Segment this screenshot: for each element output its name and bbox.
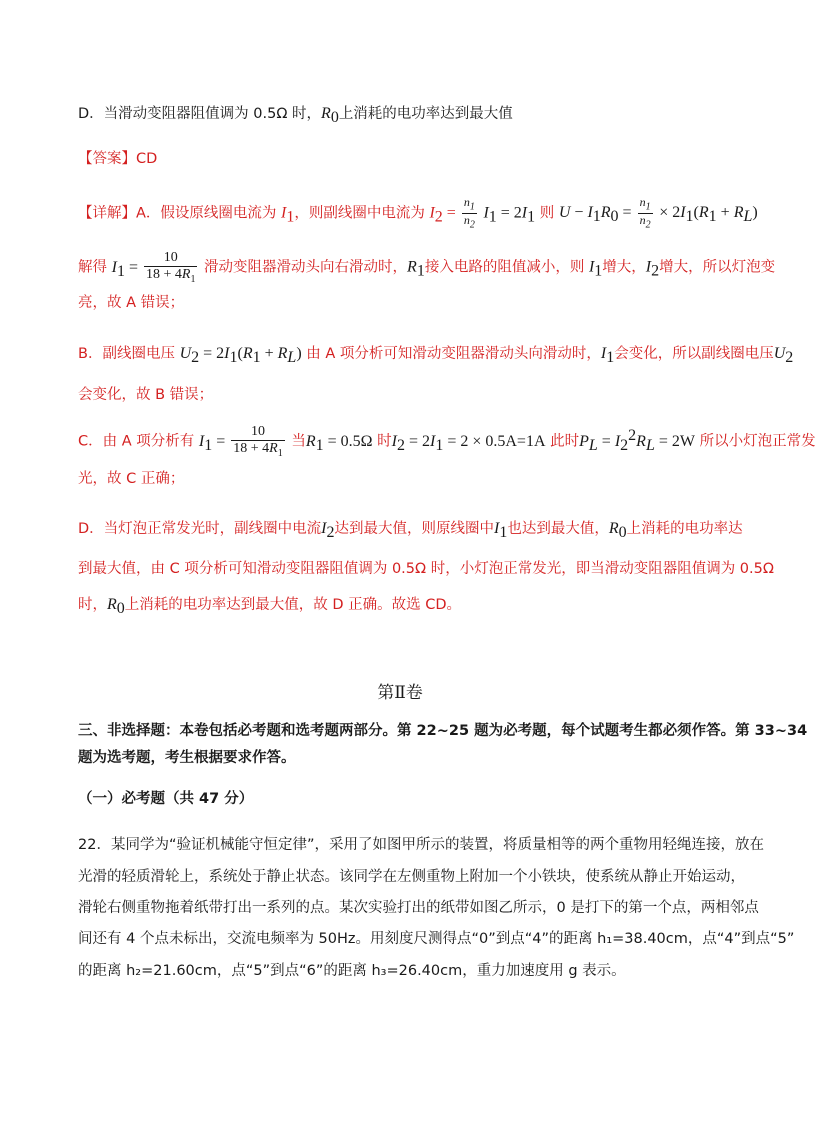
volume-title: 第Ⅱ卷 [377,683,423,703]
detail-a-solve: 解得 $I_1$ = $\frac{10}{18 + 4R_1}$ 滑动变阻器滑动头向右滑动时，$R_1$接入电路的阻值减小，则 $I_1$增大，$I_2$增大，所以灯泡变 [78,250,776,285]
detail-b-line2: 会变化，故 B 错误； [78,387,214,403]
q22-line1: 22．某同学为“验证机械能守恒定律”，采用了如图甲所示的装置，将质量相等的两个重物用轻绳连接，放在 [78,837,764,853]
required-heading: （一）必考题（共 47 分） [78,791,254,807]
q22-line3: 滑轮右侧重物拖着纸带打出一系列的点。某次实验打出的纸带如图乙所示，0 是打下的第一个点，两相邻点 [78,900,759,916]
q22-line5: 的距离 h₂=21.60cm，点“5”到点“6”的距离 h₃=26.40cm，重力加速度用 g 表示。 [78,963,626,979]
section-three-line1: 三、非选择题：本卷包括必考题和选考题两部分。第 22~25 题为必考题，每个试题考生都必须作答。第 33~34 [78,723,808,739]
detail-d-line3: 时，$R_0$上消耗的电功率达到最大值，故 D 正确。故选 CD。 [78,596,462,617]
detail-c-line1: C．由 A 项分析有 $I_1$ = $\frac{10}{18 + 4R_1}$ 当$R_1 = 0.5\Omega$ 时$I_2 = 2I_1 = 2 \times 0.5A=1A$ 此时$P_L = I_2^2R_L = 2W$ 所以小灯泡正常发 [78,424,816,459]
detail-c-line2: 光，故 C 正确； [78,471,185,487]
section-three-line2: 题为选考题，考生根据要求作答。 [78,750,296,766]
q22-line2: 光滑的轻质滑轮上，系统处于静止状态。该同学在左侧重物上附加一个小铁块，使系统从静止开始运动， [78,869,745,885]
q22-line4: 间还有 4 个点未标出，交流电频率为 50Hz。用刻度尺测得点“0”到点“4”的距离 h₁=38.40cm，点“4”到点“5” [78,931,795,947]
detail-d-line2: 到最大值，由 C 项分析可知滑动变阻器阻值调为 0.5Ω 时，小灯泡正常发光，即当滑动变阻器阻值调为 0.5Ω [78,561,774,577]
option-d-line: D．当滑动变阻器阻值调为 0.5Ω 时，$R_0$上消耗的电功率达到最大值 [78,105,513,126]
detail-d-line1: D．当灯泡正常发光时，副线圈中电流$I_2$达到最大值，则原线圈中$I_1$也达到最大值，$R_0$上消耗的电功率达 [78,520,743,541]
detail-a-intro: 【详解】A．假设原线圈电流为 $I_1$，则副线圈中电流为 $I_2$ = $\frac{n_1}{n_2}$ $I_1 = 2I_1$ 则 $U - I_1R_0$ = $\frac{n_1}{n_2}$ × $2I_1(R_1 + R_L)$ [78,195,758,231]
answer-line: 【答案】CD [78,151,158,167]
detail-b-line1: B．副线圈电压 $U_2 = 2I_1(R_1 + R_L)$ 由 A 项分析可知滑动变阻器滑动头向滑动时，$I_1$会变化，所以副线圈电压$U_2$ [78,345,794,366]
detail-a-end: 亮，故 A 错误； [78,295,185,311]
